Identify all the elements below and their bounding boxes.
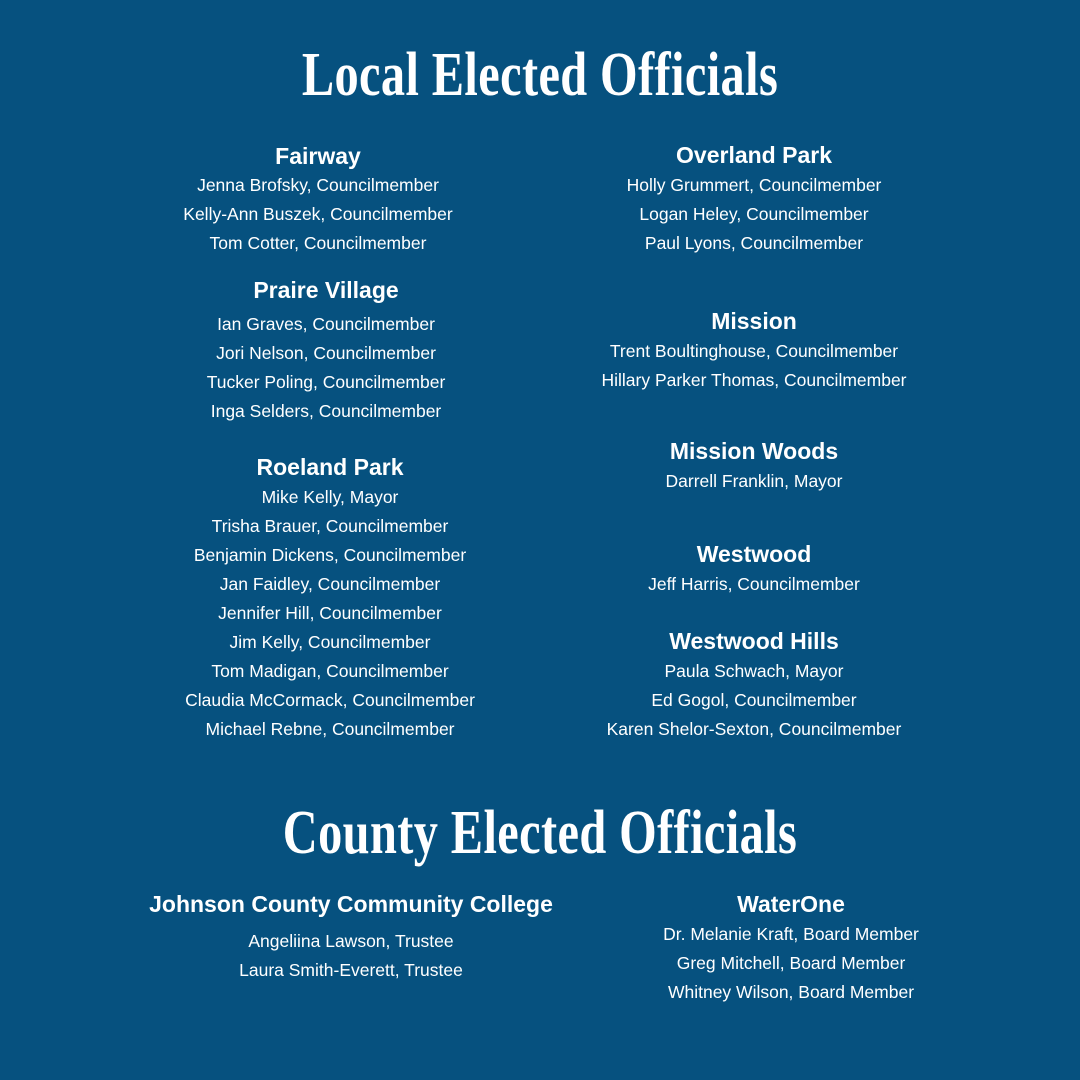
official-name: Whitney Wilson, Board Member — [667, 982, 915, 1002]
official-name: Jan Faidley, Councilmember — [219, 574, 441, 594]
official-name: Laura Smith-Everett, Trustee — [239, 960, 463, 980]
local-officials-group — [504, 539, 1004, 599]
official-name: Jeff Harris, Councilmember — [648, 574, 860, 594]
group-heading: Praire Village — [253, 277, 399, 303]
local-officials-group — [504, 626, 1004, 744]
official-name: Claudia McCormack, Councilmember — [185, 690, 475, 710]
official-name: Paula Schwach, Mayor — [664, 661, 844, 681]
official-name: Angeliina Lawson, Trustee — [248, 931, 454, 951]
official-name: Jenna Brofsky, Councilmember — [197, 175, 439, 195]
group-heading: Mission Woods — [669, 438, 839, 464]
local-officials-group — [68, 141, 568, 258]
official-name: Ian Graves, Councilmember — [217, 314, 435, 334]
county-officials-title: County Elected Officials — [282, 799, 798, 867]
official-name: Dr. Melanie Kraft, Board Member — [663, 924, 919, 944]
group-heading: Johnson County Community College — [149, 891, 553, 917]
local-officials-group — [504, 140, 1004, 258]
official-name: Hillary Parker Thomas, Councilmember — [601, 370, 907, 390]
official-name: Tucker Poling, Councilmember — [206, 372, 446, 392]
group-heading: Westwood Hills — [669, 628, 839, 654]
official-name: Karen Shelor-Sexton, Councilmember — [606, 719, 902, 739]
group-heading: Fairway — [275, 143, 361, 169]
official-name: Ed Gogol, Councilmember — [651, 690, 857, 710]
official-name: Jennifer Hill, Councilmember — [218, 603, 442, 623]
official-name: Jori Nelson, Councilmember — [216, 343, 436, 363]
local-officials-group — [504, 306, 1004, 395]
group-heading: Westwood — [696, 541, 812, 567]
group-heading: Overland Park — [676, 142, 832, 168]
official-name: Benjamin Dickens, Councilmember — [193, 545, 467, 565]
group-heading: Roeland Park — [256, 454, 404, 480]
county-officials-group — [541, 889, 1041, 1007]
official-name: Paul Lyons, Councilmember — [644, 233, 864, 253]
official-name: Logan Heley, Councilmember — [639, 204, 869, 224]
group-heading: Mission — [711, 308, 797, 334]
local-officials-group — [504, 436, 1004, 496]
official-name: Tom Madigan, Councilmember — [211, 661, 449, 681]
official-name: Michael Rebne, Councilmember — [205, 719, 455, 739]
group-heading: WaterOne — [737, 891, 845, 917]
official-name: Mike Kelly, Mayor — [261, 487, 399, 507]
official-name: Trent Boultinghouse, Councilmember — [609, 341, 899, 361]
official-name: Holly Grummert, Councilmember — [626, 175, 882, 195]
local-officials-group — [76, 275, 576, 426]
official-name: Inga Selders, Councilmember — [210, 401, 442, 421]
county-officials-group — [101, 889, 601, 985]
official-name: Tom Cotter, Councilmember — [209, 233, 427, 253]
official-name: Greg Mitchell, Board Member — [676, 953, 906, 973]
official-name: Jim Kelly, Councilmember — [229, 632, 431, 652]
official-name: Trisha Brauer, Councilmember — [211, 516, 449, 536]
official-name: Kelly-Ann Buszek, Councilmember — [183, 204, 453, 224]
official-name: Darrell Franklin, Mayor — [665, 471, 843, 491]
local-officials-title: Local Elected Officials — [301, 41, 779, 109]
